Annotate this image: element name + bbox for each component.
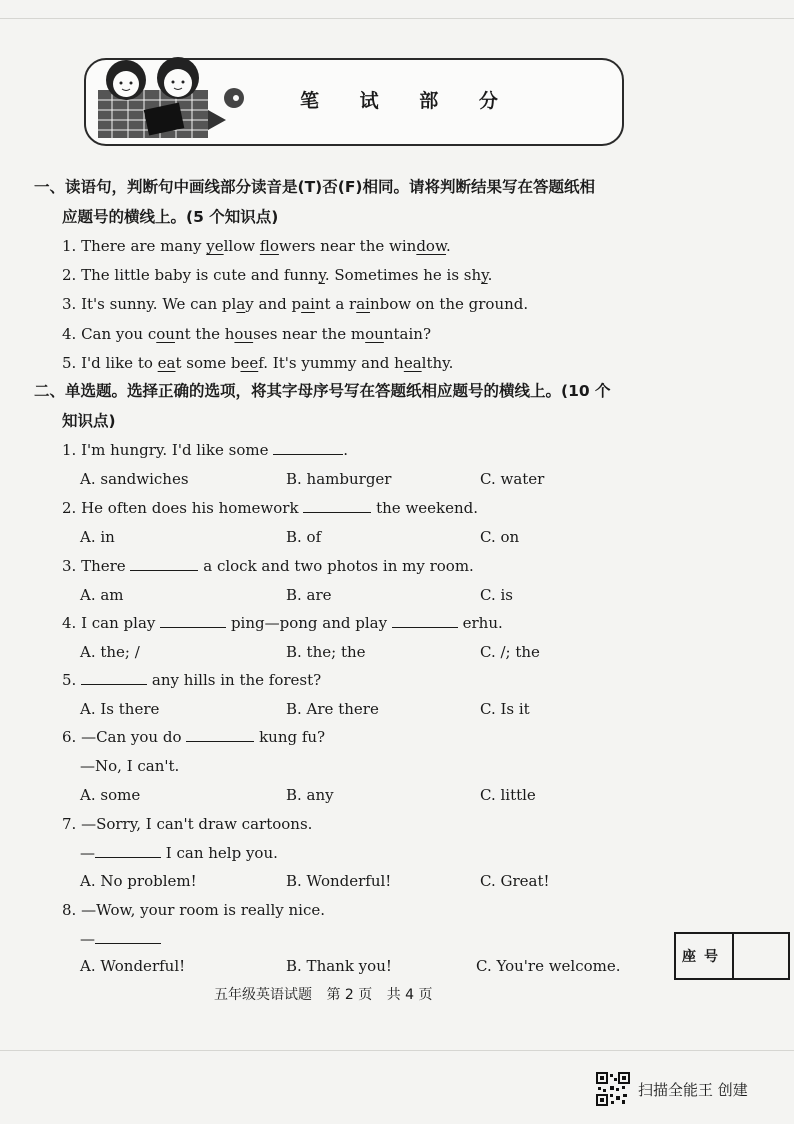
answer-blank [81,683,147,685]
seat-number-box [674,932,790,980]
q2-option-c: C. on [480,528,520,546]
q4-option-a: A. the; / [80,643,140,661]
section2-title: 二、单选题。选择正确的选项，将其字母序号写在答题纸相应题号的横线上。(10 个 知识点) [34,382,611,430]
footer-total: 共 4 页 [386,987,433,1003]
s2-question-7: 7. —Sorry, I can't draw cartoons. [62,815,313,833]
answer-blank [95,856,161,858]
s2-question-4: 4. I can play ping—pong and play erhu. [62,614,503,632]
s1-item-1: 1. There are many yellow flowers near the window. [62,237,451,255]
q3-option-a: A. am [80,586,124,604]
footer-subject: 五年级英语试题 [214,987,312,1003]
q7-option-a: A. No problem! [80,872,197,890]
q1-option-a: A. sandwiches [80,470,189,488]
q8-option-a: A. Wonderful! [80,957,186,975]
answer-blank [130,569,198,571]
q3-option-b: B. are [286,586,332,604]
q6-option-a: A. some [80,786,141,804]
s1-item-5: 5. I'd like to eat some beef. It's yummy and healthy. [62,354,454,372]
page-title: 笔 试 部 分 [300,90,515,112]
q6-reply: —No, I can't. [80,757,180,775]
answer-blank [95,942,161,944]
s2-question-8: 8. —Wow, your room is really nice. [62,901,326,919]
q6-option-c: C. little [480,786,536,804]
s1-item-3: 3. It's sunny. We can play and paint a rainbow on the ground. [62,295,529,313]
seat-number-field [734,934,788,978]
scan-edge-bottom [0,1050,794,1051]
q2-option-a: A. in [80,528,115,546]
scanner-text: 扫描全能王 创建 [638,1080,748,1099]
s2-question-1: 1. I'm hungry. I'd like some . [62,441,349,459]
answer-blank [186,740,254,742]
qr-code-icon [596,1072,630,1106]
q3-option-c: C. is [480,586,513,604]
q4-option-c: C. /; the [480,643,540,661]
q7-option-c: C. Great! [480,872,550,890]
q5-option-a: A. Is there [80,700,160,718]
q7-reply: — I can help you. [80,844,278,862]
q8-option-c: C. You're welcome. [476,957,621,975]
q5-option-c: C. Is it [480,700,530,718]
section1-title: 一、读语句，判断句中画线部分读音是(T)否(F)相同。请将判断结果写在答题纸相 应题号的横线上。(5 个知识点) [34,178,595,226]
seat-number-label: 座号 [676,934,734,978]
q8-reply: — [80,930,161,948]
q1-option-c: C. water [480,470,545,488]
q7-option-b: B. Wonderful! [286,872,392,890]
scan-edge-top [0,18,794,19]
q6-option-b: B. any [286,786,334,804]
q2-option-b: B. of [286,528,322,546]
q8-option-b: B. Thank you! [286,957,392,975]
footer-page: 第 2 页 [326,987,373,1003]
s2-question-3: 3. There a clock and two photos in my room. [62,557,474,575]
s2-question-5: 5. any hills in the forest? [62,671,322,689]
q5-option-b: B. Are there [286,700,379,718]
q1-option-b: B. hamburger [286,470,392,488]
s1-item-4: 4. Can you count the houses near the mountain? [62,325,431,343]
answer-blank [392,626,458,628]
scanner-watermark [596,1072,748,1106]
children-reading-illustration [76,50,246,142]
page-footer [214,984,443,1004]
s2-question-2: 2. He often does his homework the weekend. [62,499,479,517]
answer-blank [160,626,226,628]
s2-question-6: 6. —Can you do kung fu? [62,728,326,746]
s1-item-2: 2. The little baby is cute and funny. Sometimes he is shy. [62,266,493,284]
q4-option-b: B. the; the [286,643,366,661]
answer-blank [303,511,371,513]
answer-blank [273,453,343,455]
